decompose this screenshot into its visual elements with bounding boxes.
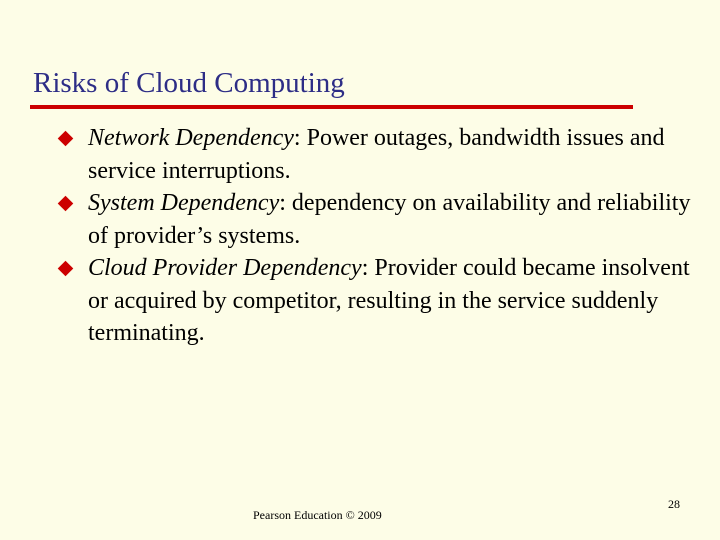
bullet-term: Network Dependency — [88, 125, 294, 151]
bullet-term: Cloud Provider Dependency — [88, 255, 362, 281]
bullet-text: : Power outages, bandwidth issues and service interruptions. — [88, 125, 665, 184]
bullet-item-cloud-provider-dependency — [57, 252, 697, 350]
bullet-term: System Dependency — [88, 190, 280, 216]
bullet-text: : Provider could became insolvent or acquired by competitor, resulting in the service suddenly terminating. — [88, 255, 690, 346]
slide-title: Risks of Cloud Computing — [33, 67, 345, 99]
title-underline — [30, 105, 633, 109]
bullet-list — [57, 122, 697, 350]
diamond-bullet-icon — [58, 196, 74, 212]
bullet-item-system-dependency — [57, 187, 697, 252]
diamond-bullet-icon — [58, 261, 74, 277]
footer-text: Pearson Education © 2009 — [253, 508, 382, 522]
bullet-text: : dependency on availability and reliability of provider’s systems. — [88, 190, 691, 249]
diamond-bullet-icon — [58, 131, 74, 147]
page-number: 28 — [668, 497, 680, 511]
bullet-item-network-dependency — [57, 122, 697, 187]
